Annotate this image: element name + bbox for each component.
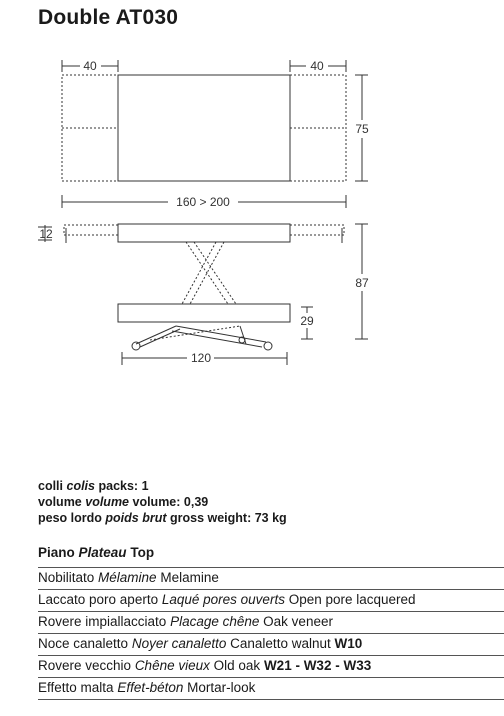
side-view-extension-right bbox=[290, 225, 344, 235]
dim-top-thickness: 12 bbox=[39, 227, 53, 241]
finish-row: Effetto malta Effet-béton Mortar-look bbox=[38, 677, 504, 700]
spec-volume: volume volume volume: 0,39 bbox=[38, 495, 209, 509]
spec-weight: peso lordo poids brut gross weight: 73 kg bbox=[38, 511, 287, 525]
packaging-specs bbox=[38, 478, 287, 526]
top-section-heading: Piano Plateau Top bbox=[38, 545, 155, 560]
top-view-table bbox=[118, 75, 290, 181]
dim-base: 120 bbox=[190, 351, 212, 365]
finish-row: Rovere vecchio Chêne vieux Old oak W21 - W32 - W33 bbox=[38, 655, 504, 677]
finish-row: Rovere impiallacciato Placage chêne Oak veneer bbox=[38, 611, 504, 633]
finish-row: Nobilitato Mélamine Melamine bbox=[38, 567, 504, 589]
dim-height: 87 bbox=[355, 276, 369, 290]
side-view-base-surface bbox=[118, 304, 290, 322]
spec-packs: colli colis packs: 1 bbox=[38, 479, 149, 493]
dim-depth: 75 bbox=[355, 122, 369, 136]
product-title: Double AT030 bbox=[38, 6, 179, 29]
dim-extension-left: 40 bbox=[83, 59, 97, 73]
finish-list bbox=[38, 567, 504, 700]
finish-row: Laccato poro aperto Laqué pores ouverts Open pore lacquered bbox=[38, 589, 504, 611]
side-view-extension-left bbox=[64, 225, 118, 235]
scissor-mechanism bbox=[182, 242, 236, 304]
dim-extension-right: 40 bbox=[310, 59, 324, 73]
finish-row: Noce canaletto Noyer canaletto Canaletto walnut W10 bbox=[38, 633, 504, 655]
base-legs bbox=[132, 326, 272, 350]
dim-length: 160 > 200 bbox=[176, 195, 230, 209]
side-view-top bbox=[118, 224, 290, 242]
dim-low-height: 29 bbox=[300, 314, 314, 328]
